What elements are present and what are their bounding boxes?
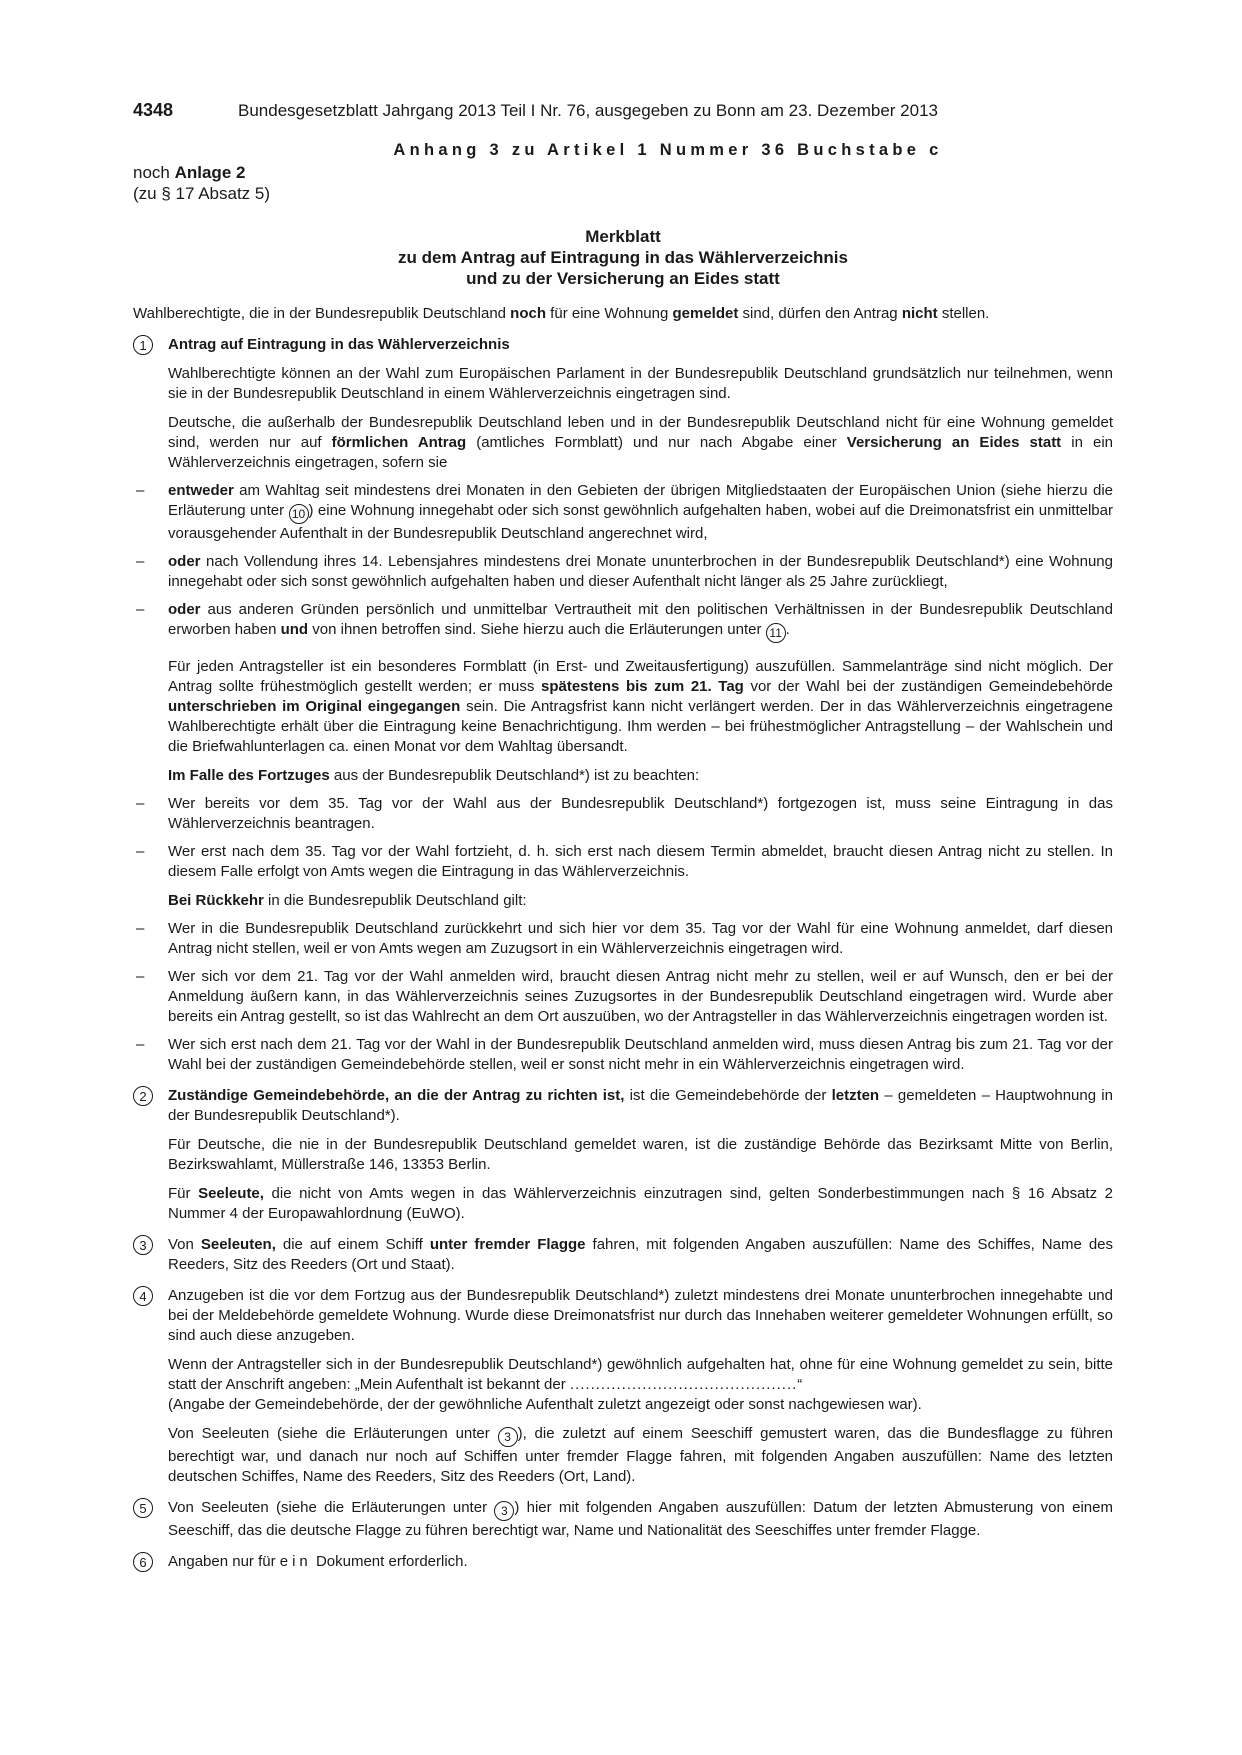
title-line-1: Merkblatt xyxy=(585,227,661,246)
section-1-paragraph-2: Deutsche, die außerhalb der Bundesrepublik Deutschland leben und in der Bundesrepublik Deutschland nicht für eine Wohnung gemeldet sind, werden nur auf förmlichen Antrag (amtliches Formblatt) und nur nach Abgabe einer Versicherung an Eides statt in ein Wählerverzeichnis eingetragen, sofern sie xyxy=(168,414,1113,471)
section-2-paragraph-1: Zuständige Gemeindebehörde, an die der Antrag zu richten ist, ist die Gemeindebehörde der letzten – gemeldeten – Hauptwohnung in der Bundesrepublik Deutschland*). xyxy=(168,1087,1113,1124)
circled-reference: 3 xyxy=(494,1501,514,1521)
intro-paragraph: Wahlberechtigte, die in der Bundesrepublik Deutschland noch für eine Wohnung gemeldet sind, dürfen den Antrag nicht stellen. xyxy=(133,305,990,322)
anlage-paragraph-ref: (zu § 17 Absatz 5) xyxy=(133,184,271,203)
circled-reference: 11 xyxy=(766,623,786,643)
list-item: – Wer sich erst nach dem 21. Tag vor der Wahl in der Bundesrepublik Deutschland anmelden wird, muss diesen Antrag bis zum 21. Tag vor der Wahl bei der zuständigen Gemeindebehörde stellen, weil er sonst nicht mehr in ein Wählerverzeichnis eingetragen wird. xyxy=(133,1035,1113,1075)
document-title xyxy=(133,226,1113,289)
list-item: – Wer sich vor dem 21. Tag vor der Wahl anmelden wird, braucht diesen Antrag nicht mehr zu stellen, weil er auf Wunsch, den er bei der Anmeldung äußern kann, in das Wählerverzeichnis seines Zuzugsortes in der Bundesrepublik Deutschland eingetragen wird. Wurde aber bereits ein Antrag gestellt, so ist das Wahlrecht an dem Ort auszuüben, wo der Antragsteller in das Wählerverzeichnis eingetragen worden ist. xyxy=(133,967,1113,1027)
circled-reference: 3 xyxy=(498,1427,518,1447)
section-2-paragraph-3: Für Seeleute, die nicht von Amts wegen in das Wählerverzeichnis einzutragen sind, gelten Sonderbestimmungen nach § 16 Absatz 2 Nummer 4 der Europawahlordnung (EuWO). xyxy=(168,1185,1113,1222)
section-number-5: 5 xyxy=(133,1498,153,1518)
list-item: – entweder am Wahltag seit mindestens drei Monaten in den Gebieten der übrigen Mitgliedstaaten der Europäischen Union (siehe hierzu die Erläuterung unter 10 ) eine Wohnung innegehabt oder sich sonst gewöhnlich aufgehalten haben, wobei auf die Dreimonatsfrist ein unmittelbar vorausgehender Aufenthalt in der Bundesrepublik Deutschland angerechnet wird, xyxy=(133,481,1113,544)
title-line-2: zu dem Antrag auf Eintragung in das Wählerverzeichnis xyxy=(398,248,848,267)
section-3 xyxy=(133,1235,1113,1275)
title-line-3: und zu der Versicherung an Eides statt xyxy=(466,269,780,288)
anlage-reference xyxy=(133,162,1113,204)
list-item: – Wer bereits vor dem 35. Tag vor der Wahl aus der Bundesrepublik Deutschland*) fortgezogen ist, muss seine Eintragung in das Wählerverzeichnis beantragen. xyxy=(133,794,1113,834)
circled-reference: 10 xyxy=(289,504,309,524)
fill-in-dots: ............................................ xyxy=(569,1376,798,1393)
page-header xyxy=(133,100,1113,121)
document-page xyxy=(133,100,1113,1572)
anlage-label: Anlage 2 xyxy=(174,163,246,182)
page-number: 4348 xyxy=(133,100,174,120)
section-4-paragraph-1: Anzugeben ist die vor dem Fortzug aus der Bundesrepublik Deutschland*) zuletzt mindestens drei Monate ununterbrochen innegehabte und bei der Meldebehörde gemeldete Wohnung. Wurde diese Dreimonatsfrist nur durch das Innehaben weiterer gemeldeter Wohnungen erfüllt, so sind auch diese anzugeben. xyxy=(168,1287,1113,1344)
section-1-paragraph-5: Bei Rückkehr in die Bundesrepublik Deutschland gilt: xyxy=(168,892,527,909)
section-5 xyxy=(133,1498,1113,1541)
section-number-2: 2 xyxy=(133,1086,153,1106)
annex-title: Anhang 3 zu Artikel 1 Nummer 36 Buchstabe c xyxy=(393,141,943,159)
section-number-4: 4 xyxy=(133,1286,153,1306)
anlage-prefix: noch xyxy=(133,163,175,182)
section-4-paragraph-3: Von Seeleuten (siehe die Erläuterungen unter 3 ), die zuletzt auf einem Seeschiff gemustert waren, das die Bundesflagge zu führen berechtigt war, und danach nur noch auf Schiffen unter fremder Flagge fahren, mit folgenden Angaben auszufüllen: Name des letzten deutschen Schiffes, Name des Reeders, Sitz des Reeders (Ort, Land). xyxy=(168,1425,1113,1485)
section-1-paragraph-4: Im Falle des Fortzuges aus der Bundesrepublik Deutschland*) ist zu beachten: xyxy=(168,767,700,784)
list-item: – oder nach Vollendung ihres 14. Lebensjahres mindestens drei Monate ununterbrochen in der Bundesrepublik Deutschland*) eine Wohnung innegehabt oder sich sonst gewöhnlich aufgehalten haben und dieser Aufenthalt nicht länger als 25 Jahre zurückliegt, xyxy=(133,552,1113,592)
publication-line: Bundesgesetzblatt Jahrgang 2013 Teil I Nr. 76, ausgegeben zu Bonn am 23. Dezember 2013 xyxy=(238,101,938,120)
section-5-paragraph: Von Seeleuten (siehe die Erläuterungen unter 3 ) hier mit folgenden Angaben auszufüllen: Datum der letzten Abmusterung von einem Seeschiff, das die deutsche Flagge zu führen berechtigt war, Name und Nationalität des Seeschiffes unter fremder Flagge. xyxy=(168,1499,1113,1539)
section-1 xyxy=(133,335,1113,1075)
section-1-heading: Antrag auf Eintragung in das Wählerverzeichnis xyxy=(168,336,510,353)
section-2-paragraph-2: Für Deutsche, die nie in der Bundesrepublik Deutschland gemeldet waren, ist die zuständige Behörde das Bezirksamt Mitte von Berlin, Bezirkswahlamt, Müllerstraße 146, 13353 Berlin. xyxy=(168,1136,1113,1173)
section-6-paragraph: Angaben nur für ein Dokument erforderlich. xyxy=(168,1553,468,1570)
section-number-6: 6 xyxy=(133,1552,153,1572)
list-item: – Wer in die Bundesrepublik Deutschland zurückkehrt und sich hier vor dem 35. Tag vor der Wahl für eine Wohnung anmeldet, darf diesen Antrag nicht stellen, weil er von Amts wegen am Zuzugsort in ein Wählerverzeichnis eingetragen wird. xyxy=(133,919,1113,959)
section-number-3: 3 xyxy=(133,1235,153,1255)
section-1-paragraph-1: Wahlberechtigte können an der Wahl zum Europäischen Parlament in der Bundesrepublik Deutschland grundsätzlich nur teilnehmen, wenn sie in der Bundesrepublik Deutschland in einem Wählerverzeichnis eingetragen sind. xyxy=(168,365,1113,402)
list-item: – oder aus anderen Gründen persönlich und unmittelbar Vertrautheit mit den politischen Verhältnissen in der Bundesrepublik Deutschland erworben haben und von ihnen betroffen sind. Siehe hierzu auch die Erläuterungen unter 11 . xyxy=(133,600,1113,643)
section-2 xyxy=(133,1086,1113,1224)
section-number-1: 1 xyxy=(133,335,153,355)
section-6 xyxy=(133,1552,1113,1572)
list-item: – Wer erst nach dem 35. Tag vor der Wahl fortzieht, d. h. sich erst nach diesem Termin abmeldet, braucht diesen Antrag nicht zu stellen. In diesem Falle erfolgt von Amts wegen die Eintragung in das Wählerverzeichnis. xyxy=(133,842,1113,882)
section-3-paragraph: Von Seeleuten, die auf einem Schiff unter fremder Flagge fahren, mit folgenden Angaben auszufüllen: Name des Schiffes, Name des Reeders, Sitz des Reeders (Ort und Staat). xyxy=(168,1236,1114,1273)
section-4 xyxy=(133,1286,1113,1487)
section-4-paragraph-2: Wenn der Antragsteller sich in der Bundesrepublik Deutschland*) gewöhnlich aufgehalten hat, ohne für eine Wohnung gemeldet zu sein, bitte statt der Anschrift angeben: „Mein Aufenthalt ist bekannt der ............................................“ (Angabe der Gemeindebehörde, der der gewöhnliche Aufenthalt zuletzt angezeigt oder sonst nachgewiesen war). xyxy=(168,1356,1113,1413)
section-1-paragraph-3: Für jeden Antragsteller ist ein besonderes Formblatt (in Erst- und Zweitausfertigung) auszufüllen. Sammelanträge sind nicht möglich. Der Antrag sollte frühestmöglich gestellt werden; er muss spätestens bis zum 21. Tag vor der Wahl bei der zuständigen Gemeindebehörde unterschrieben im Original eingegangen sein. Die Antragsfrist kann nicht verlängert werden. Der in das Wählerverzeichnis eingetragene Wahlberechtigte erhält über die Eintragung keine Benachrichtigung. Ihm werden – bei frühestmöglicher Antragstellung – der Wahlschein und die Briefwahlunterlagen ca. einen Monat vor dem Wahltag übersandt. xyxy=(168,658,1114,755)
